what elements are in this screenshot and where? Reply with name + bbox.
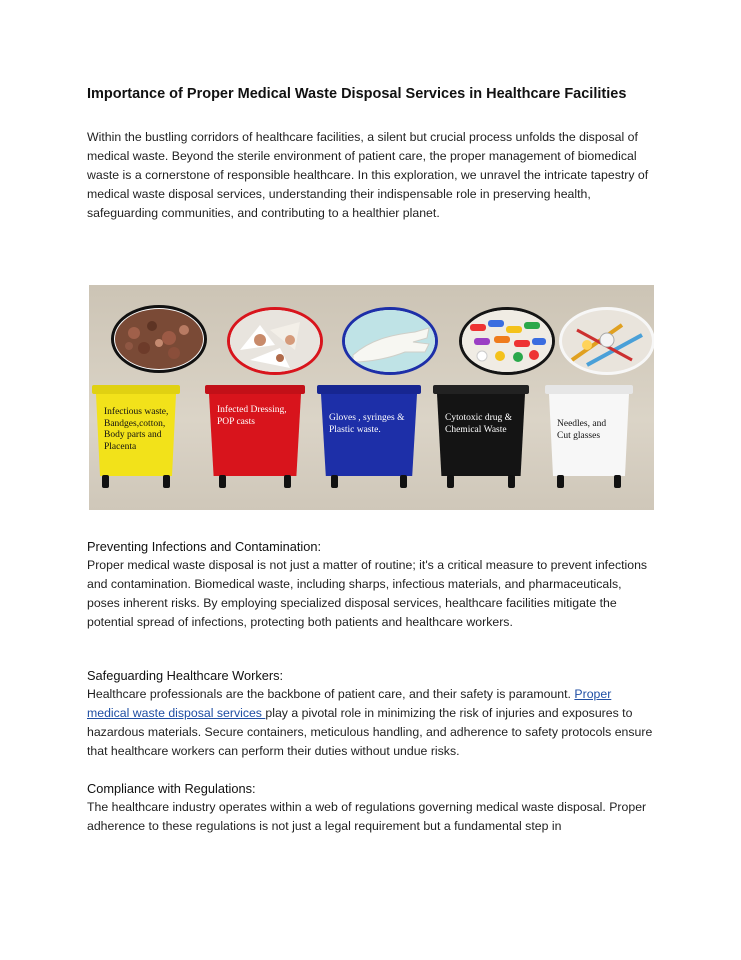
yellow-bin-label: Infectious waste, Bandges,cotton, Body parts and Placenta bbox=[104, 407, 169, 452]
white-bin-label: Needles, and Cut glasses bbox=[557, 419, 607, 441]
section-heading-compliance: Compliance with Regulations: bbox=[87, 781, 256, 796]
glove-bubble bbox=[342, 307, 438, 375]
red-bin bbox=[209, 385, 301, 490]
medical-waste-disposal-link[interactable]: Proper medical waste disposal services bbox=[87, 687, 612, 720]
section-heading-infections: Preventing Infections and Contamination: bbox=[87, 539, 322, 554]
dressing-bubble bbox=[227, 307, 323, 375]
needles-bubble bbox=[559, 307, 654, 375]
blue-bin bbox=[321, 385, 417, 490]
workers-text-before-link: Healthcare professionals are the backbone of patient care, and their safety is paramount. bbox=[87, 687, 575, 701]
intro-paragraph: Within the bustling corridors of healthcare facilities, a silent but crucial process unfolds the disposal of medical waste. Beyond the sterile environment of patient care, the proper management of biomedical waste is a cornerstone of responsible healthcare. In this exploration, we unravel the intricate tapestry of medical waste disposal services, understanding their indispensable role in preserving health, safeguarding communities, and contributing to a healthier planet. bbox=[87, 130, 649, 220]
section-body-compliance: The healthcare industry operates within a web of regulations governing medical waste disposal. Proper adherence to these regulations is not just a legal requirement but a fundamental step in bbox=[87, 800, 647, 833]
white-bin bbox=[549, 385, 629, 490]
black-bin bbox=[437, 385, 525, 490]
section-body-infections: Proper medical waste disposal is not just a matter of routine; it's a critical measure to prevent infections and contamination. Biomedical waste, including sharps, infectious materials, and pharmaceuticals, poses inherent risks. By employing specialized disposal services, healthcare facilities mitigate the potential spread of infections, protecting both patients and healthcare workers. bbox=[87, 558, 648, 629]
section-heading-workers: Safeguarding Healthcare Workers: bbox=[87, 668, 284, 683]
infectious-tissue-bubble bbox=[111, 305, 207, 373]
black-bin-label: Cytotoxic drug & Chemical Waste bbox=[445, 413, 513, 435]
page-title: Importance of Proper Medical Waste Disposal Services in Healthcare Facilities bbox=[87, 86, 627, 102]
waste-bins-figure bbox=[89, 285, 654, 510]
red-bin-label: Infected Dressing, POP casts bbox=[217, 405, 287, 427]
pills-bubble bbox=[459, 307, 555, 375]
section-body-workers bbox=[87, 685, 657, 761]
workers-text-after-link: play a pivotal role in minimizing the risk of injuries and exposures to hazardous materials. Secure containers, meticulous handling, and adherence to safety protocols ensure that healthcare workers can perform their duties without undue risks. bbox=[87, 706, 653, 758]
blue-bin-label: Gloves , syringes & Plastic waste. bbox=[329, 413, 405, 435]
yellow-bin bbox=[96, 385, 176, 490]
